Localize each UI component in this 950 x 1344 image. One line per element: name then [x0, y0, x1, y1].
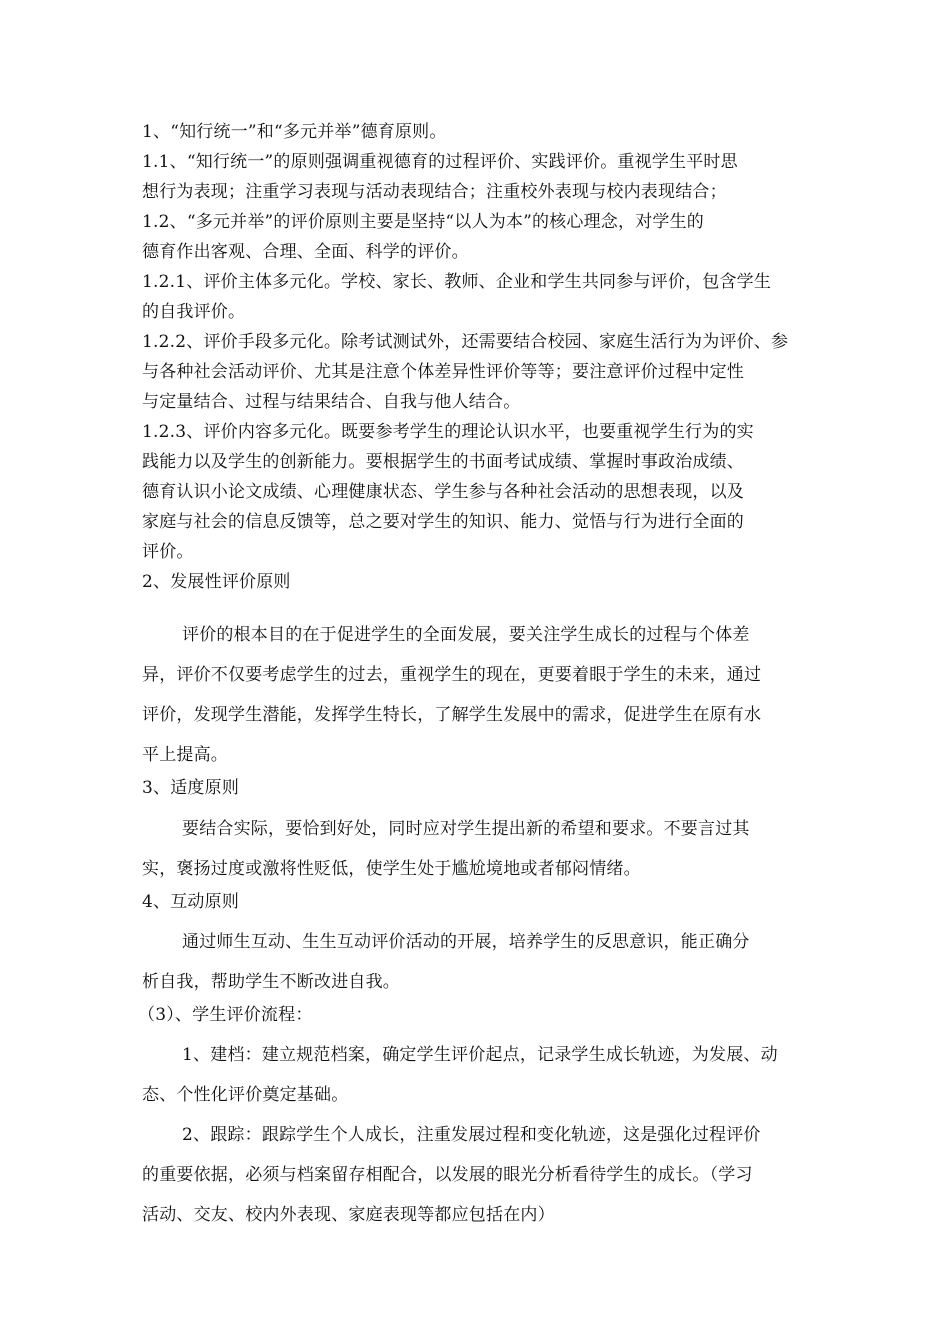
- heading-principle-2: 2、发展性评价原则: [142, 572, 291, 592]
- paragraph-line: 1.2.2、评价手段多元化。除考试测试外，还需要结合校园、家庭生活行为为评价、参: [142, 332, 789, 352]
- paragraph-line: 想行为表现；注重学习表现与活动表现结合；注重校外表现与校内表现结合；: [142, 182, 727, 202]
- paragraph-line: 践能力以及学生的创新能力。要根据学生的书面考试成绩、掌握时事政治成绩、: [142, 452, 744, 472]
- paragraph-line: 评价的根本目的在于促进学生的全面发展，要关注学生成长的过程与个体差: [182, 625, 750, 645]
- paragraph-line: 德育认识小论文成绩、心理健康状态、学生参与各种社会活动的思想表现，以及: [142, 482, 744, 502]
- heading-principle-3-wrap: [142, 773, 810, 803]
- paragraph-line: 家庭与社会的信息反馈等，总之要对学生的知识、能力、觉悟与行为进行全面的: [142, 512, 744, 532]
- paragraph-line: 1、建档：建立规范档案，确定学生评价起点，记录学生成长轨迹，为发展、动: [182, 1045, 778, 1065]
- paragraph-line: 异，评价不仅要考虑学生的过去，重视学生的现在，更要着眼于学生的未来，通过: [142, 665, 762, 685]
- paragraph-line: 评价，发现学生潜能，发挥学生特长，了解学生发展中的需求，促进学生在原有水: [142, 705, 762, 725]
- text-section-2: [142, 615, 810, 775]
- paragraph-line: 评价。: [142, 542, 194, 562]
- text-section-1: [142, 117, 810, 597]
- heading-principle-4-wrap: [142, 887, 810, 917]
- heading-principle-1: 1、“知行统一”和“多元并举”德育原则。: [142, 122, 447, 142]
- paragraph-line: 德育作出客观、合理、全面、科学的评价。: [142, 242, 469, 262]
- paragraph-line: 的自我评价。: [142, 302, 246, 322]
- heading-principle-4: 4、互动原则: [142, 892, 240, 912]
- text-section-3: [142, 809, 810, 889]
- paragraph-line: 1.2、“多元并举”的评价原则主要是坚持“以人为本”的核心理念，对学生的: [142, 212, 704, 232]
- paragraph-line: 通过师生互动、生生互动评价活动的开展，培养学生的反思意识，能正确分: [182, 932, 750, 952]
- paragraph-line: 2、跟踪：跟踪学生个人成长，注重发展过程和变化轨迹，这是强化过程评价: [182, 1125, 761, 1145]
- paragraph-line: 平上提高。: [142, 745, 228, 765]
- paragraph-line: 1.1、“知行统一”的原则强调重视德育的过程评价、实践评价。重视学生平时思: [142, 152, 738, 172]
- heading-process-wrap: [138, 1000, 806, 1030]
- heading-principle-3: 3、适度原则: [142, 778, 240, 798]
- paragraph-line: 与各种社会活动评价、尤其是注意个体差异性评价等等；要注意评价过程中定性: [142, 362, 744, 382]
- text-section-5: [142, 1035, 810, 1235]
- paragraph-line: 要结合实际，要恰到好处，同时应对学生提出新的希望和要求。不要言过其: [182, 819, 750, 839]
- paragraph-line: 析自我，帮助学生不断改进自我。: [142, 972, 400, 992]
- paragraph-line: 态、个性化评价奠定基础。: [142, 1085, 349, 1105]
- text-section-4: [142, 922, 810, 1002]
- paragraph-line: 1.2.3、评价内容多元化。既要参考学生的理论认识水平，也要重视学生行为的实: [142, 422, 754, 442]
- paragraph-line: 实，褒扬过度或激将性贬低，使学生处于尴尬境地或者郁闷情绪。: [142, 859, 641, 879]
- paragraph-line: 活动、交友、校内外表现、家庭表现等都应包括在内）: [142, 1205, 555, 1225]
- heading-process: （3）、学生评价流程：: [138, 1005, 313, 1025]
- paragraph-line: 的重要依据，必须与档案留存相配合，以发展的眼光分析看待学生的成长。（学习: [142, 1165, 753, 1185]
- paragraph-line: 与定量结合、过程与结果结合、自我与他人结合。: [142, 392, 521, 412]
- paragraph-line: 1.2.1、评价主体多元化。学校、家长、教师、企业和学生共同参与评价，包含学生: [142, 272, 772, 292]
